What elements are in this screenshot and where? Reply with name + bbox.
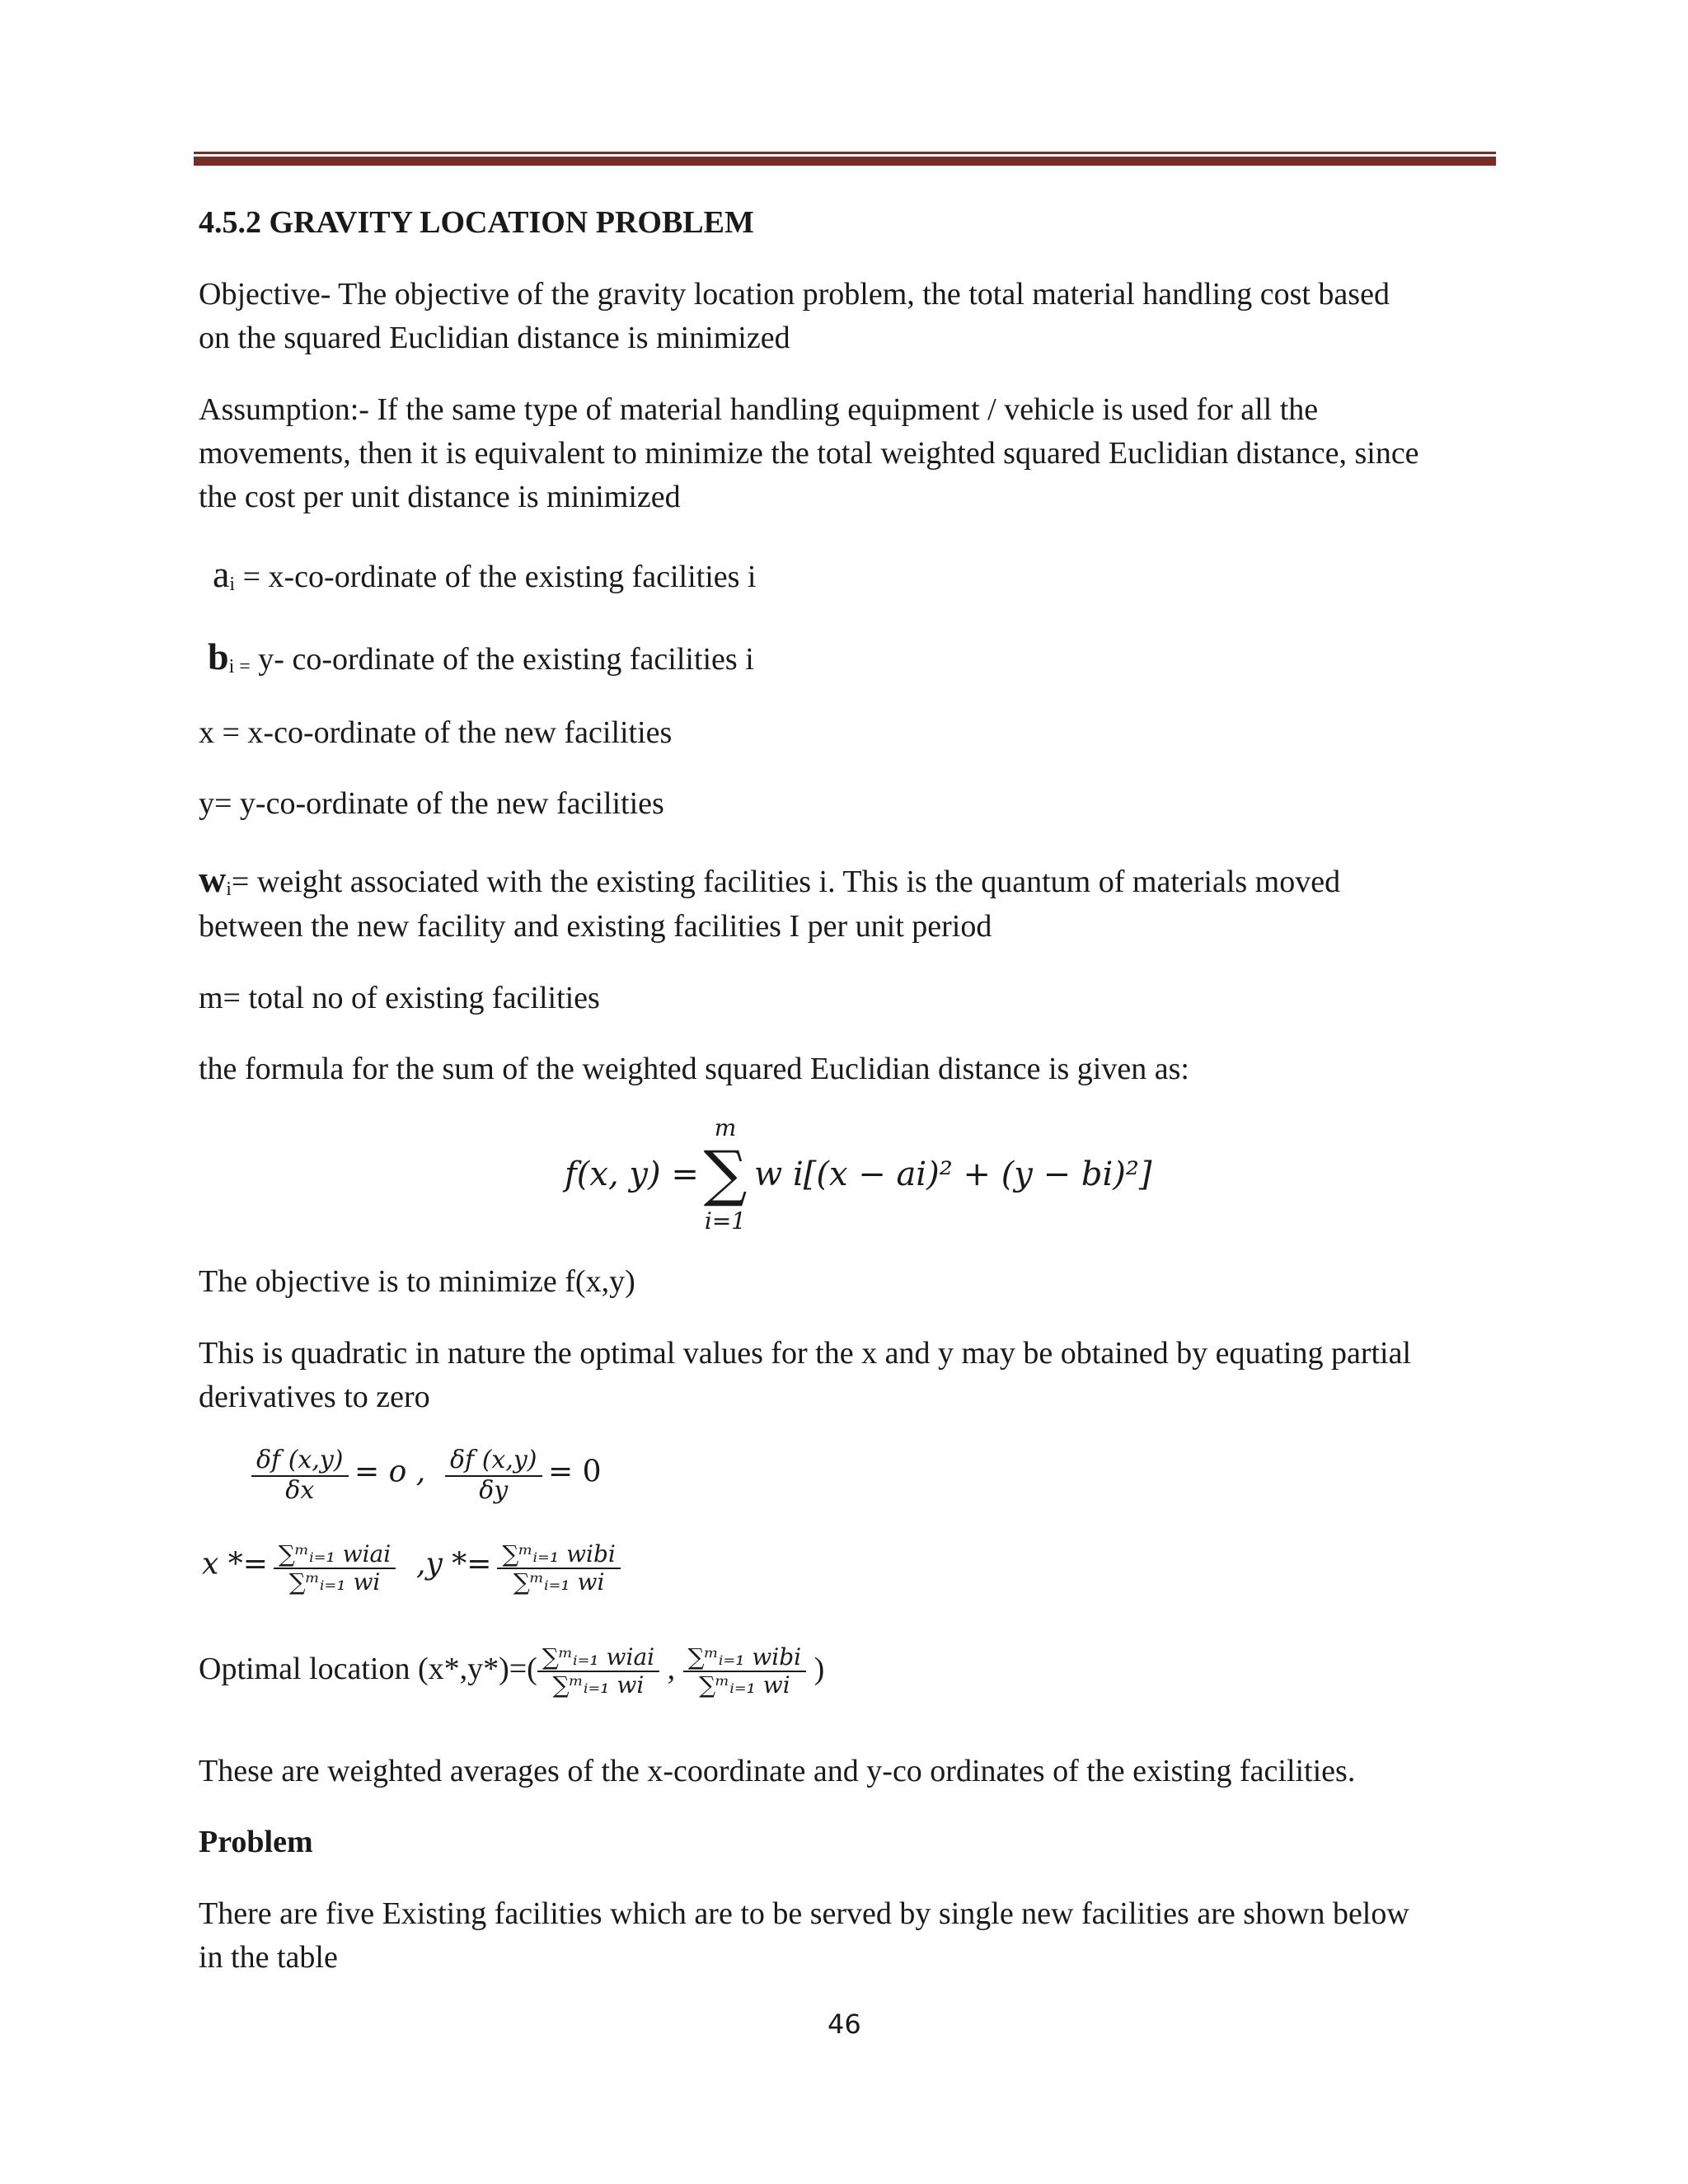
sum-symbol: ∑: [703, 1138, 748, 1209]
y-star-equation: [416, 1541, 621, 1596]
x-star-fraction: [274, 1541, 396, 1596]
averages-text: These are weighted averages of the x-coordinate and y-co ordinates of the existing facilities.: [199, 1754, 1356, 1788]
y-star-numerator: ∑ᵐᵢ₌₁ wibi: [497, 1541, 621, 1569]
derivative-x-fraction: [251, 1446, 349, 1505]
b-subscript: i =: [228, 656, 251, 677]
def-a: [213, 552, 757, 607]
derivative-y-fraction: [445, 1446, 542, 1505]
w-subscript: i: [226, 879, 232, 900]
assumption-line-1: Assumption:- If the same type of material handling equipment / vehicle is used for all the: [199, 392, 1319, 427]
section-heading: 4.5.2 GRAVITY LOCATION PROBLEM: [199, 205, 754, 240]
x-star-denominator: ∑ᵐᵢ₌₁ wi: [288, 1568, 381, 1596]
b-definition: y- co-ordinate of the existing facilities i: [250, 642, 754, 677]
def-x: x = x-co-ordinate of the new facilities: [199, 715, 673, 750]
derivative-x: [251, 1446, 425, 1505]
header-rule-thick: [194, 157, 1496, 166]
sum-upper-limit: m: [714, 1114, 737, 1141]
page-number: 46: [828, 2008, 861, 2040]
derivative-y-denominator: δy: [479, 1475, 509, 1505]
a-subscript: i: [229, 574, 236, 595]
w-symbol: w: [199, 858, 227, 900]
y-star-lhs: ,y *=: [416, 1547, 492, 1582]
optimal-location: [199, 1644, 824, 1699]
optimal-separator: ,: [667, 1651, 676, 1686]
formula-intro: the formula for the sum of the weighted squared Euclidian distance is given as:: [199, 1052, 1189, 1086]
problem-heading: Problem: [199, 1825, 313, 1859]
optimal-y-numerator: ∑ᵐᵢ₌₁ wibi: [683, 1644, 807, 1672]
quadratic-line-1: This is quadratic in nature the optimal values for the x and y may be obtained by equating partial: [199, 1336, 1412, 1371]
x-star-lhs: x *=: [202, 1547, 268, 1582]
a-definition: = x-co-ordinate of the existing facilities i: [235, 560, 757, 594]
header-rule-thin: [194, 152, 1496, 154]
derivative-x-equals: = o ,: [354, 1455, 426, 1489]
def-w-line-2: between the new facility and existing facilities I per unit period: [199, 909, 992, 944]
y-star-fraction: [497, 1541, 621, 1596]
formula-rhs: w i[(x − ai)² + (y − bi)²]: [754, 1155, 1152, 1193]
a-symbol: a: [213, 553, 230, 595]
quadratic-line-2: derivatives to zero: [199, 1380, 430, 1414]
def-y: y= y-co-ordinate of the new facilities: [199, 786, 664, 821]
optimal-x-denominator: ∑ᵐᵢ₌₁ wi: [552, 1671, 645, 1699]
sum-lower-limit: i=1: [704, 1207, 747, 1235]
optimal-label: Optimal location (x*,y*)=(: [199, 1651, 537, 1686]
x-star-numerator: ∑ᵐᵢ₌₁ wiai: [274, 1541, 396, 1569]
derivative-y: [445, 1446, 602, 1505]
minimize-text: The objective is to minimize f(x,y): [199, 1264, 635, 1299]
optimal-y-fraction: [683, 1644, 807, 1699]
y-star-denominator: ∑ᵐᵢ₌₁ wi: [513, 1568, 605, 1596]
optimal-close: ): [814, 1651, 825, 1686]
derivative-x-denominator: δx: [285, 1475, 315, 1505]
assumption-line-3: the cost per unit distance is minimized: [199, 480, 681, 514]
optimal-x-fraction: [537, 1644, 659, 1699]
optimal-y-denominator: ∑ᵐᵢ₌₁ wi: [699, 1671, 790, 1699]
problem-line-1: There are five Existing facilities which are to be served by single new facilities are shown below: [199, 1896, 1409, 1931]
problem-line-2: in the table: [199, 1940, 338, 1975]
def-m: m= total no of existing facilities: [199, 981, 600, 1015]
b-symbol: b: [208, 635, 229, 677]
x-star-equation: [202, 1541, 396, 1596]
def-b: [208, 635, 754, 689]
objective-line-2: on the squared Euclidian distance is minimized: [199, 321, 790, 355]
derivative-y-numerator: δf (x,y): [445, 1446, 542, 1477]
optimal-x-numerator: ∑ᵐᵢ₌₁ wiai: [537, 1644, 659, 1672]
assumption-line-2: movements, then it is equivalent to minimize the total weighted squared Euclidian distance, since: [199, 436, 1419, 471]
formula-lhs: f(x, y) =: [565, 1155, 699, 1193]
objective-line-1: Objective- The objective of the gravity location problem, the total material handling cost based: [199, 277, 1390, 312]
derivative-y-equals: = 0: [548, 1455, 602, 1489]
derivative-x-numerator: δf (x,y): [251, 1446, 349, 1477]
w-definition-line-1: = weight associated with the existing facilities i. This is the quantum of materials moved: [231, 865, 1341, 899]
